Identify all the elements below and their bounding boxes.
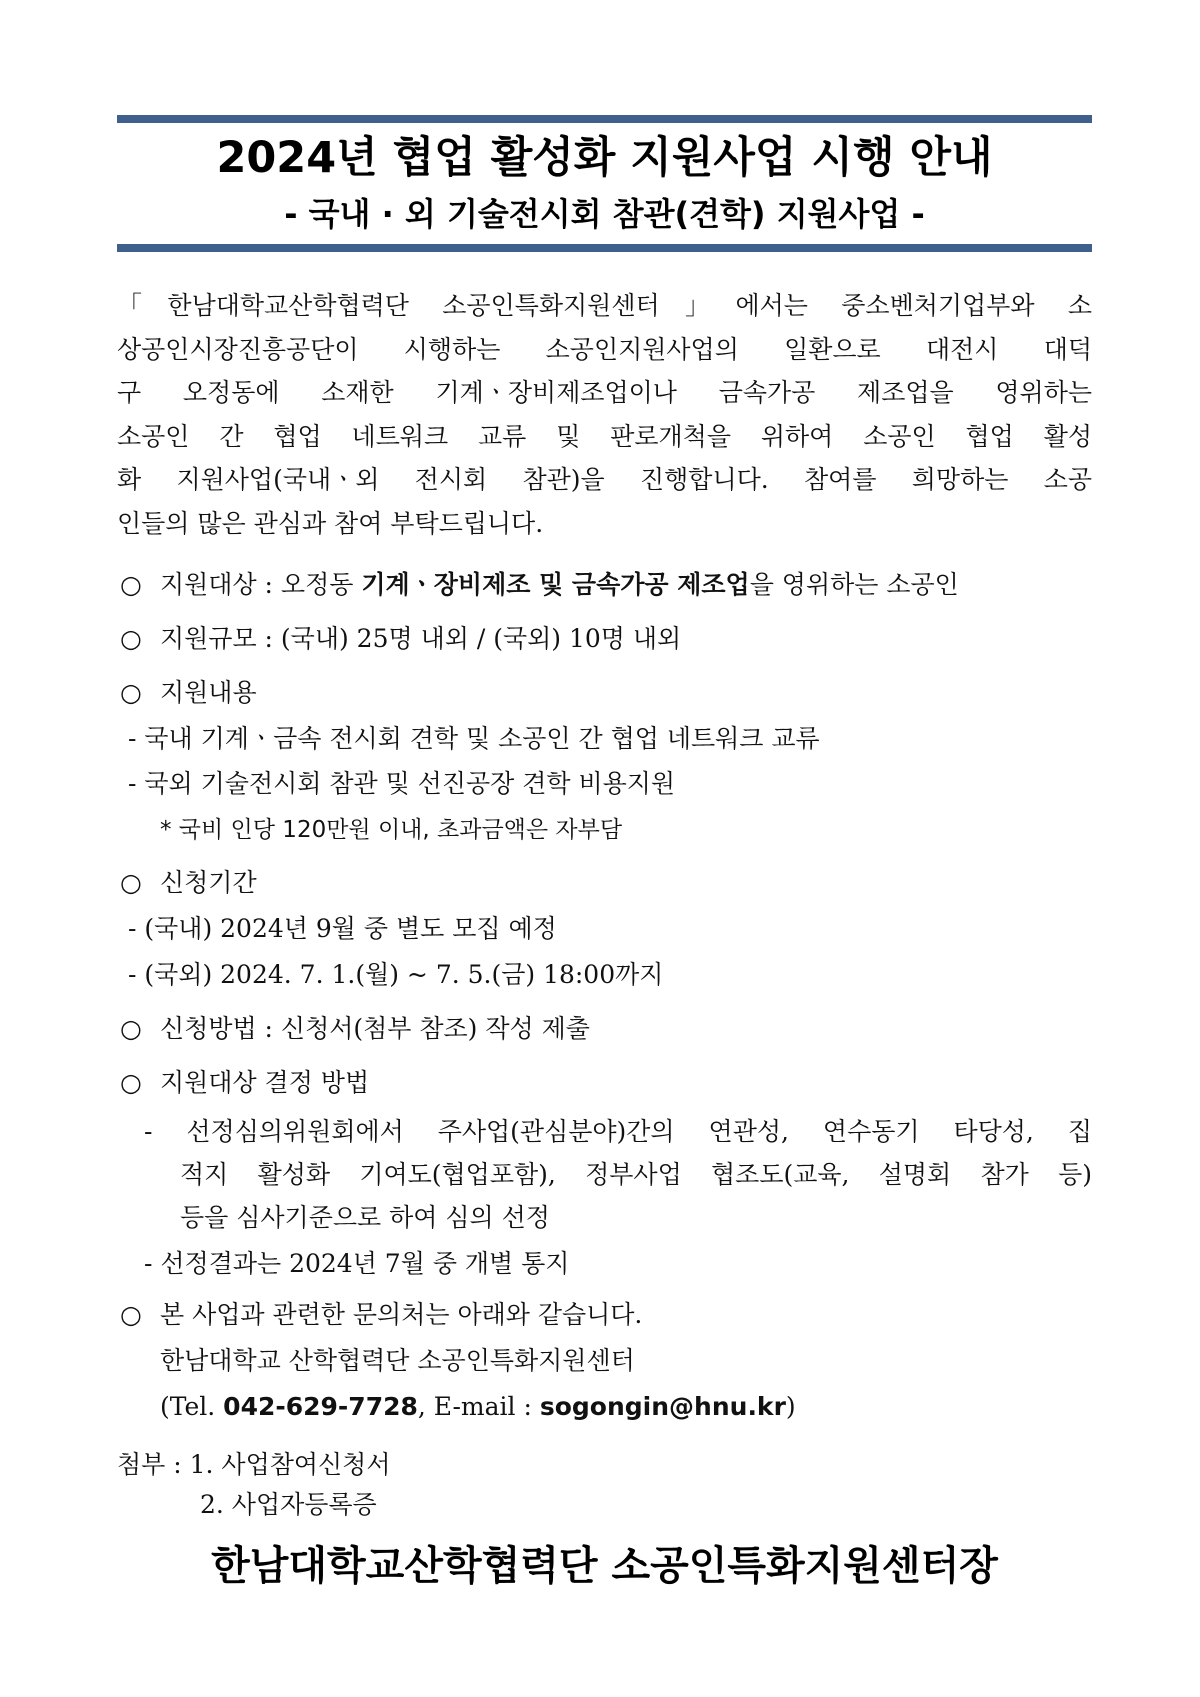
intro-line: 인들의 많은 관심과 참여 부탁드립니다. [117, 508, 544, 538]
support-content-item: - 국외 기술전시회 참관 및 선진공장 견학 비용지원 [128, 769, 676, 798]
support-target-label: 지원대상 : 오정동 [160, 570, 362, 599]
selection-criteria [144, 1110, 1092, 1239]
application-period-item: - (국외) 2024. 7. 1.(월) ~ 7. 5.(금) 18:00까지 [128, 960, 664, 989]
support-content-item: - 국내 기계ㆍ금속 전시회 견학 및 소공인 간 협업 네트워크 교류 [128, 724, 820, 753]
application-method [120, 1012, 590, 1046]
application-period-title: 신청기간 [160, 868, 257, 897]
support-content-title: 지원내용 [160, 678, 257, 707]
attachments [117, 1448, 390, 1482]
title-bottom-rule [117, 244, 1092, 252]
attachment-item: 1. 사업참여신청서 [189, 1450, 391, 1479]
contact-close: ) [785, 1392, 796, 1421]
contact-info [160, 1390, 796, 1424]
page-title: 2024년 협업 활성화 지원사업 시행 안내 [216, 133, 993, 183]
intro-line: 구 오정동에 소재한 기계ㆍ장비제조업이나 금속가공 제조업을 영위하는 [117, 378, 1092, 407]
intro-line: 「한남대학교산학협력단 소공인특화지원센터」에서는 중소벤처기업부와 소 [117, 291, 1092, 320]
contact-tel-prefix: (Tel. [160, 1392, 224, 1421]
contact-org: 한남대학교 산학협력단 소공인특화지원센터 [160, 1346, 635, 1375]
selection-criteria-line: 적지 활성화 기여도(협업포함), 정부사업 협조도(교육, 설명회 참가 등) [180, 1160, 1092, 1189]
selection-heading [120, 1066, 369, 1100]
selection-criteria-line: 등을 심사기준으로 하여 심의 선정 [180, 1203, 550, 1232]
support-scale-text: 지원규모 : (국내) 25명 내외 / (국외) 10명 내외 [160, 624, 682, 653]
support-target-suffix: 을 영위하는 소공인 [749, 570, 959, 599]
support-scale [120, 622, 681, 656]
bullet-icon: ○ [120, 868, 142, 897]
page-subtitle: - 국내 · 외 기술전시회 참관(견학) 지원사업 - [284, 195, 925, 233]
application-period-heading [120, 866, 257, 900]
intro-line: 상공인시장진흥공단이 시행하는 소공인지원사업의 일환으로 대전시 대덕 [117, 334, 1092, 364]
contact-heading [120, 1298, 642, 1332]
bullet-icon: ○ [120, 678, 142, 707]
contact-email-label: , E-mail : [417, 1392, 540, 1421]
attachments-label: 첨부 : [117, 1450, 190, 1479]
bullet-icon: ○ [120, 1068, 142, 1097]
support-target-emphasis: 기계ㆍ장비제조 및 금속가공 제조업 [361, 570, 750, 599]
application-period-item: - (국내) 2024년 9월 중 별도 모집 예정 [128, 914, 557, 943]
intro-line: 소공인 간 협업 네트워크 교류 및 판로개척을 위하여 소공인 협업 활성 [117, 421, 1092, 451]
bullet-icon: ○ [120, 1014, 142, 1043]
bullet-icon: ○ [120, 570, 142, 599]
contact-phone[interactable]: 042-629-7728 [223, 1392, 418, 1421]
intro-paragraph [117, 284, 1092, 545]
bullet-icon: ○ [120, 1300, 142, 1329]
top-rule [117, 115, 1092, 123]
support-content-heading [120, 676, 257, 710]
support-content-note: * 국비 인당 120만원 이내, 초과금액은 자부담 [160, 817, 623, 843]
selection-criteria-line: - 선정심의위원회에서 주사업(관심분야)간의 연관성, 연수동기 타당성, 집 [144, 1117, 1092, 1146]
selection-result: - 선정결과는 2024년 7월 중 개별 통지 [144, 1249, 570, 1278]
contact-title: 본 사업과 관련한 문의처는 아래와 같습니다. [160, 1300, 643, 1329]
contact-email-link[interactable]: sogongin@hnu.kr [539, 1392, 786, 1421]
selection-title: 지원대상 결정 방법 [160, 1068, 370, 1097]
intro-line: 화 지원사업(국내ㆍ외 전시회 참관)을 진행합니다. 참여를 희망하는 소공 [117, 465, 1092, 494]
support-target [120, 568, 959, 602]
bullet-icon: ○ [120, 624, 142, 653]
application-method-text: 신청방법 : 신청서(첨부 참조) 작성 제출 [160, 1014, 590, 1043]
signature-title: 한남대학교산학협력단 소공인특화지원센터장 [211, 1543, 998, 1589]
attachment-item: 2. 사업자등록증 [200, 1490, 377, 1519]
